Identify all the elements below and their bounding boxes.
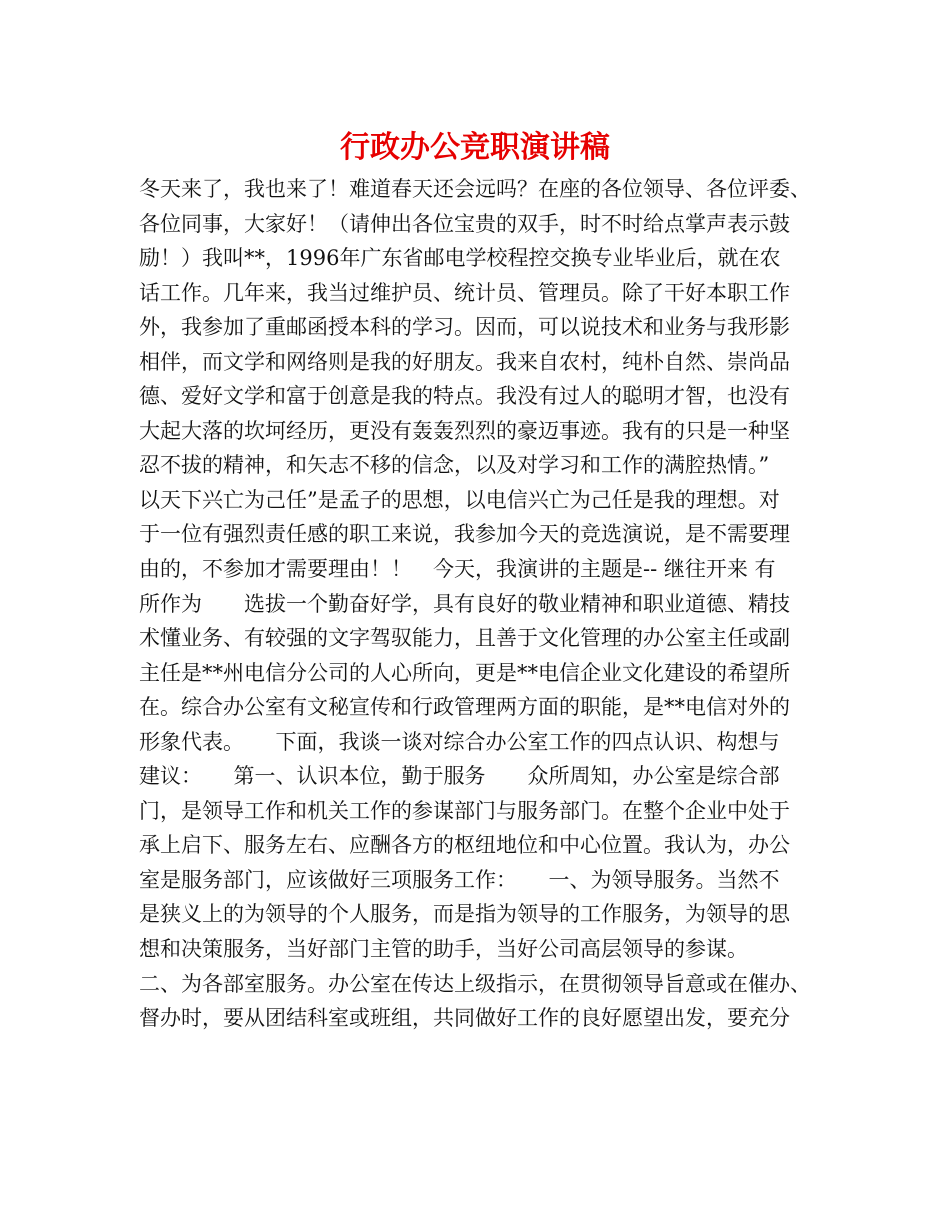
body-line: 门，是领导工作和机关工作的参谋部门与服务部门。在整个企业中处于	[139, 798, 790, 823]
body-line: 室是服务部门，应该做好三项服务工作： 一、为领导服务。当然不	[139, 867, 780, 892]
body-line: 于一位有强烈责任感的职工来说，我参加今天的竞选演说，是不需要理	[139, 522, 790, 547]
body-line: 二、为各部室服务。办公室在传达上级指示，在贯彻领导旨意或在催办、	[139, 971, 811, 996]
body-line: 德、爱好文学和富于创意是我的特点。我没有过人的聪明才智，也没有	[139, 384, 790, 409]
body-line: 督办时，要从团结科室或班组，共同做好工作的良好愿望出发，要充分	[139, 1006, 790, 1031]
body-line: 各位同事，大家好！（请伸出各位宝贵的双手，时不时给点掌声表示鼓	[139, 211, 790, 236]
body-line: 话工作。几年来，我当过维护员、统计员、管理员。除了干好本职工作	[139, 280, 790, 305]
body-line: 以天下兴亡为己任”是孟子的思想，以电信兴亡为己任是我的理想。对	[139, 487, 780, 512]
body-line: 建议： 第一、认识本位，勤于服务 众所周知，办公室是综合部	[139, 764, 780, 789]
body-line: 相伴，而文学和网络则是我的好朋友。我来自农村，纯朴自然、崇尚品	[139, 349, 790, 374]
body-line: 励！）我叫**，1996年广东省邮电学校程控交换专业毕业后，就在农	[139, 246, 781, 271]
body-line: 主任是**州电信分公司的人心所向，更是**电信企业文化建设的希望所	[139, 660, 790, 685]
body-line: 承上启下、服务左右、应酬各方的枢纽地位和中心位置。我认为，办公	[139, 833, 790, 858]
body-line: 想和决策服务，当好部门主管的助手，当好公司高层领导的参谋。	[139, 937, 748, 962]
document-title: 行政办公竞职演讲稿	[340, 130, 610, 165]
body-line: 术懂业务、有较强的文字驾驭能力，且善于文化管理的办公室主任或副	[139, 626, 790, 651]
body-line: 由的，不参加才需要理由！！ 今天，我演讲的主题是-- 继往开来 有	[139, 557, 776, 582]
document-body	[139, 172, 819, 1036]
body-line: 忍不拔的精神，和矢志不移的信念，以及对学习和工作的满腔热情。”	[139, 453, 770, 478]
body-line: 大起大落的坎坷经历，更没有轰轰烈烈的豪迈事迹。我有的只是一种坚	[139, 418, 790, 443]
body-line: 形象代表。 下面，我谈一谈对综合办公室工作的四点认识、构想与	[139, 729, 780, 754]
body-line: 冬天来了，我也来了！难道春天还会远吗？在座的各位领导、各位评委、	[139, 177, 811, 201]
body-line: 外，我参加了重邮函授本科的学习。因而，可以说技术和业务与我形影	[139, 315, 790, 340]
body-line: 在。综合办公室有文秘宣传和行政管理两方面的职能，是**电信对外的	[139, 695, 790, 720]
body-line: 是狭义上的为领导的个人服务，而是指为领导的工作服务，为领导的思	[139, 902, 790, 927]
body-line: 所作为 选拔一个勤奋好学，具有良好的敬业精神和职业道德、精技	[139, 591, 790, 616]
